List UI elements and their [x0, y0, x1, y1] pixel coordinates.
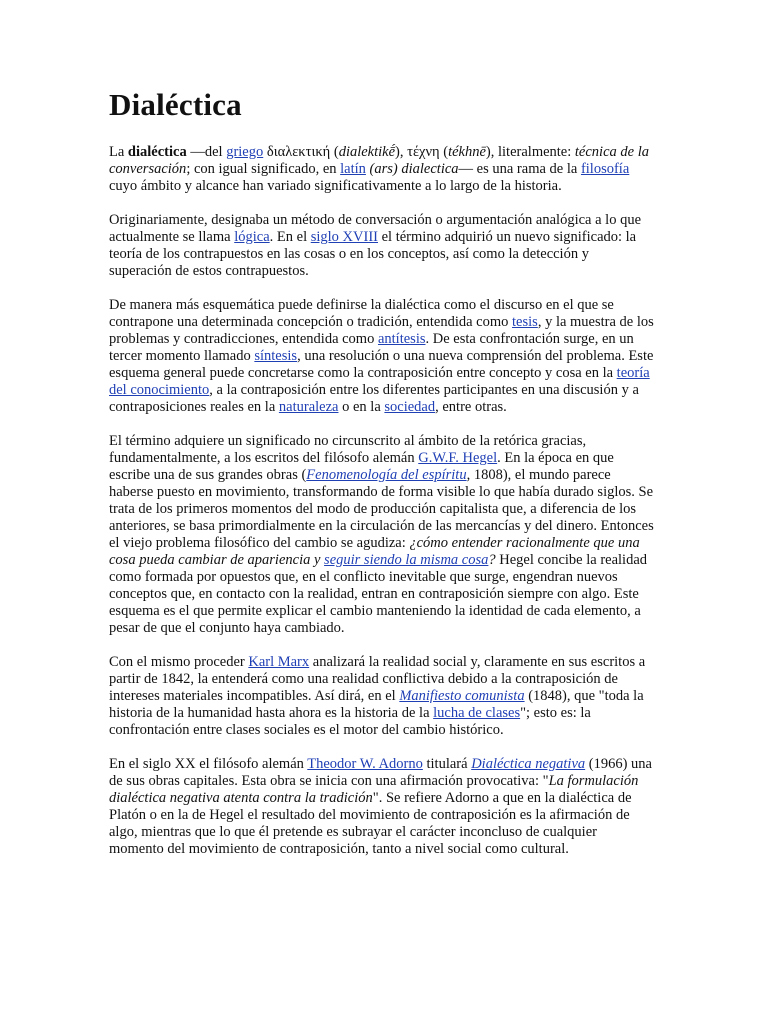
paragraph-hegel: [109, 433, 655, 637]
paragraph-schema: [109, 297, 655, 416]
text: Hegel concibe la realidad como formada por opuestos que, en el conflicto inevitable que surge, engendran nuevos conceptos que, en contacto con la realidad, entran en contraposición siempre con algo. Este esquema es el que permite explicar el cambio manteniendo la identidad de cada elemento, a pesar de que el conjunto haya cambiado.: [109, 552, 648, 636]
link-lucha-clases[interactable]: lucha de clases: [433, 705, 521, 721]
link-dialectica-negativa-text: Dialéctica negativa: [471, 756, 586, 772]
text: , una resolución o una nueva comprensión del problema. Este esquema general puede concretarse como la contraposición entre concepto y cosa en la: [109, 348, 654, 381]
text: titulará: [422, 756, 472, 772]
term-tekhne: tékhnē: [448, 144, 486, 160]
paragraph-marx: [109, 654, 655, 739]
link-naturaleza[interactable]: naturaleza: [278, 399, 339, 415]
link-hegel[interactable]: G.W.F. Hegel: [418, 450, 498, 466]
text: De manera más esquemática puede definirse la dialéctica como el discurso en el que se contrapone una determinada concepción o tradición, entendida como: [109, 297, 614, 330]
link-adorno[interactable]: Theodor W. Adorno: [307, 756, 423, 772]
question-mark: ?: [488, 552, 496, 568]
term-dialectica: dialéctica: [127, 144, 187, 160]
text: , y la muestra de los problemas y contradicciones, entendida como: [109, 314, 654, 347]
link-antitesis[interactable]: antítesis: [377, 331, 426, 347]
text: el término adquirió un nuevo significado: la teoría de los contrapuestos en las cosas o en los conceptos, así como la detección y superación de estos contrapuestos.: [109, 229, 637, 279]
term-tecnica: técnica de la conversación: [109, 144, 649, 177]
text: "; esto es: la confrontación entre clases sociales es el motor del cambio histórico.: [109, 705, 591, 738]
text: , 1808), el mundo parece haberse puesto en movimiento, transformando de forma visible lo que había durado siglos. Se trata de los primeros momentos del modo de producción capitalista que, a diferencia de los anteriores, se basa primordialmente en la circulación de las mercancías y del dinero. Entonces el viejo problema filosófico del cambio se agudiza:: [109, 467, 654, 551]
term-ars-dialectica: (ars) dialectica: [369, 161, 459, 177]
text: — es una rama de la: [458, 161, 581, 177]
text: . En el: [269, 229, 311, 245]
link-fenomenologia[interactable]: [306, 467, 466, 483]
text: Originariamente, designaba un método de conversación o argumentación analógica a lo que actualmente se llama: [109, 212, 642, 245]
text: El término adquiere un significado no circunscrito al ámbito de la retórica gracias, fundamentalmente, a los escritos del filósofo alemán: [109, 433, 587, 466]
text: ), τέχνη (: [395, 144, 449, 160]
term-dialektike: dialektikḗ: [338, 144, 396, 160]
link-manifiesto[interactable]: [399, 688, 524, 704]
text: , a la contraposición entre los diferentes participantes en una discusión y a contraposiciones reales en la: [109, 382, 639, 415]
text: En el siglo XX el filósofo alemán: [109, 756, 308, 772]
link-latin[interactable]: latín: [340, 161, 366, 177]
text: . De esta confrontación surge, en un tercer momento llamado: [109, 331, 634, 364]
text: Con el mismo proceder: [109, 654, 249, 670]
link-teoria-conocimiento[interactable]: teoría del conocimiento: [109, 365, 650, 398]
article: [109, 86, 655, 875]
link-filosofia[interactable]: filosofía: [580, 161, 630, 177]
text: , entre otras.: [435, 399, 507, 415]
paragraph-intro: [109, 144, 655, 195]
text: cuyo ámbito y alcance han variado significativamente a lo largo de la historia.: [109, 178, 562, 194]
text: (1848), que "toda la historia de la humanidad hasta ahora es la historia de la: [109, 688, 644, 721]
text: analizará la realidad social y, claramente en sus escritos a partir de 1842, la entenderá como una realidad conflictiva debido a la contraposición de intereses materiales incompatibles. Así dirá, en el: [109, 654, 646, 704]
link-karl-marx[interactable]: Karl Marx: [248, 654, 310, 670]
text: . En la época en que escribe una de sus grandes obras (: [109, 450, 614, 483]
link-tesis[interactable]: tesis: [512, 314, 538, 330]
link-logica[interactable]: lógica: [234, 229, 270, 245]
paragraph-origin: [109, 212, 655, 280]
quote-adorno: La formulación dialéctica negativa atenta contra la tradición: [109, 773, 639, 806]
text: —del: [186, 144, 227, 160]
text: La: [109, 144, 128, 160]
link-griego[interactable]: griego: [226, 144, 264, 160]
text: ), literalmente:: [485, 144, 575, 160]
link-sociedad[interactable]: sociedad: [384, 399, 436, 415]
link-sintesis[interactable]: síntesis: [254, 348, 298, 364]
article-title: Dialéctica: [109, 87, 242, 122]
text: διαλεκτική (: [263, 144, 339, 160]
text: ". Se refiere Adorno a que en la dialéctica de Platón o en la de Hegel el resultado del movimiento de contraposición es la afirmación de algo, mientras que lo que él pretende es subrayar el carácter inconcluso de cualquier momento del movimiento de contraposición, tanto a nivel social como cultural.: [109, 790, 632, 857]
link-fenomenologia-text: Fenomenología del espíritu: [306, 467, 467, 483]
link-manifiesto-text: Manifiesto comunista: [399, 688, 525, 704]
link-seguir-siendo-text: seguir siendo la misma cosa: [324, 552, 489, 568]
link-dialectica-negativa[interactable]: [471, 756, 585, 772]
paragraph-adorno: [109, 756, 655, 858]
question-text: ¿cómo entender racionalmente que una cosa pueda cambiar de apariencia y: [109, 535, 640, 568]
text: ; con igual significado, en: [186, 161, 341, 177]
text: (1966) una de sus obras capitales. Esta obra se inicia con una afirmación provocativa: ": [109, 756, 652, 789]
link-seguir-siendo[interactable]: [324, 552, 488, 568]
link-siglo-xviii[interactable]: siglo XVIII: [310, 229, 378, 245]
text: o en la: [338, 399, 385, 415]
